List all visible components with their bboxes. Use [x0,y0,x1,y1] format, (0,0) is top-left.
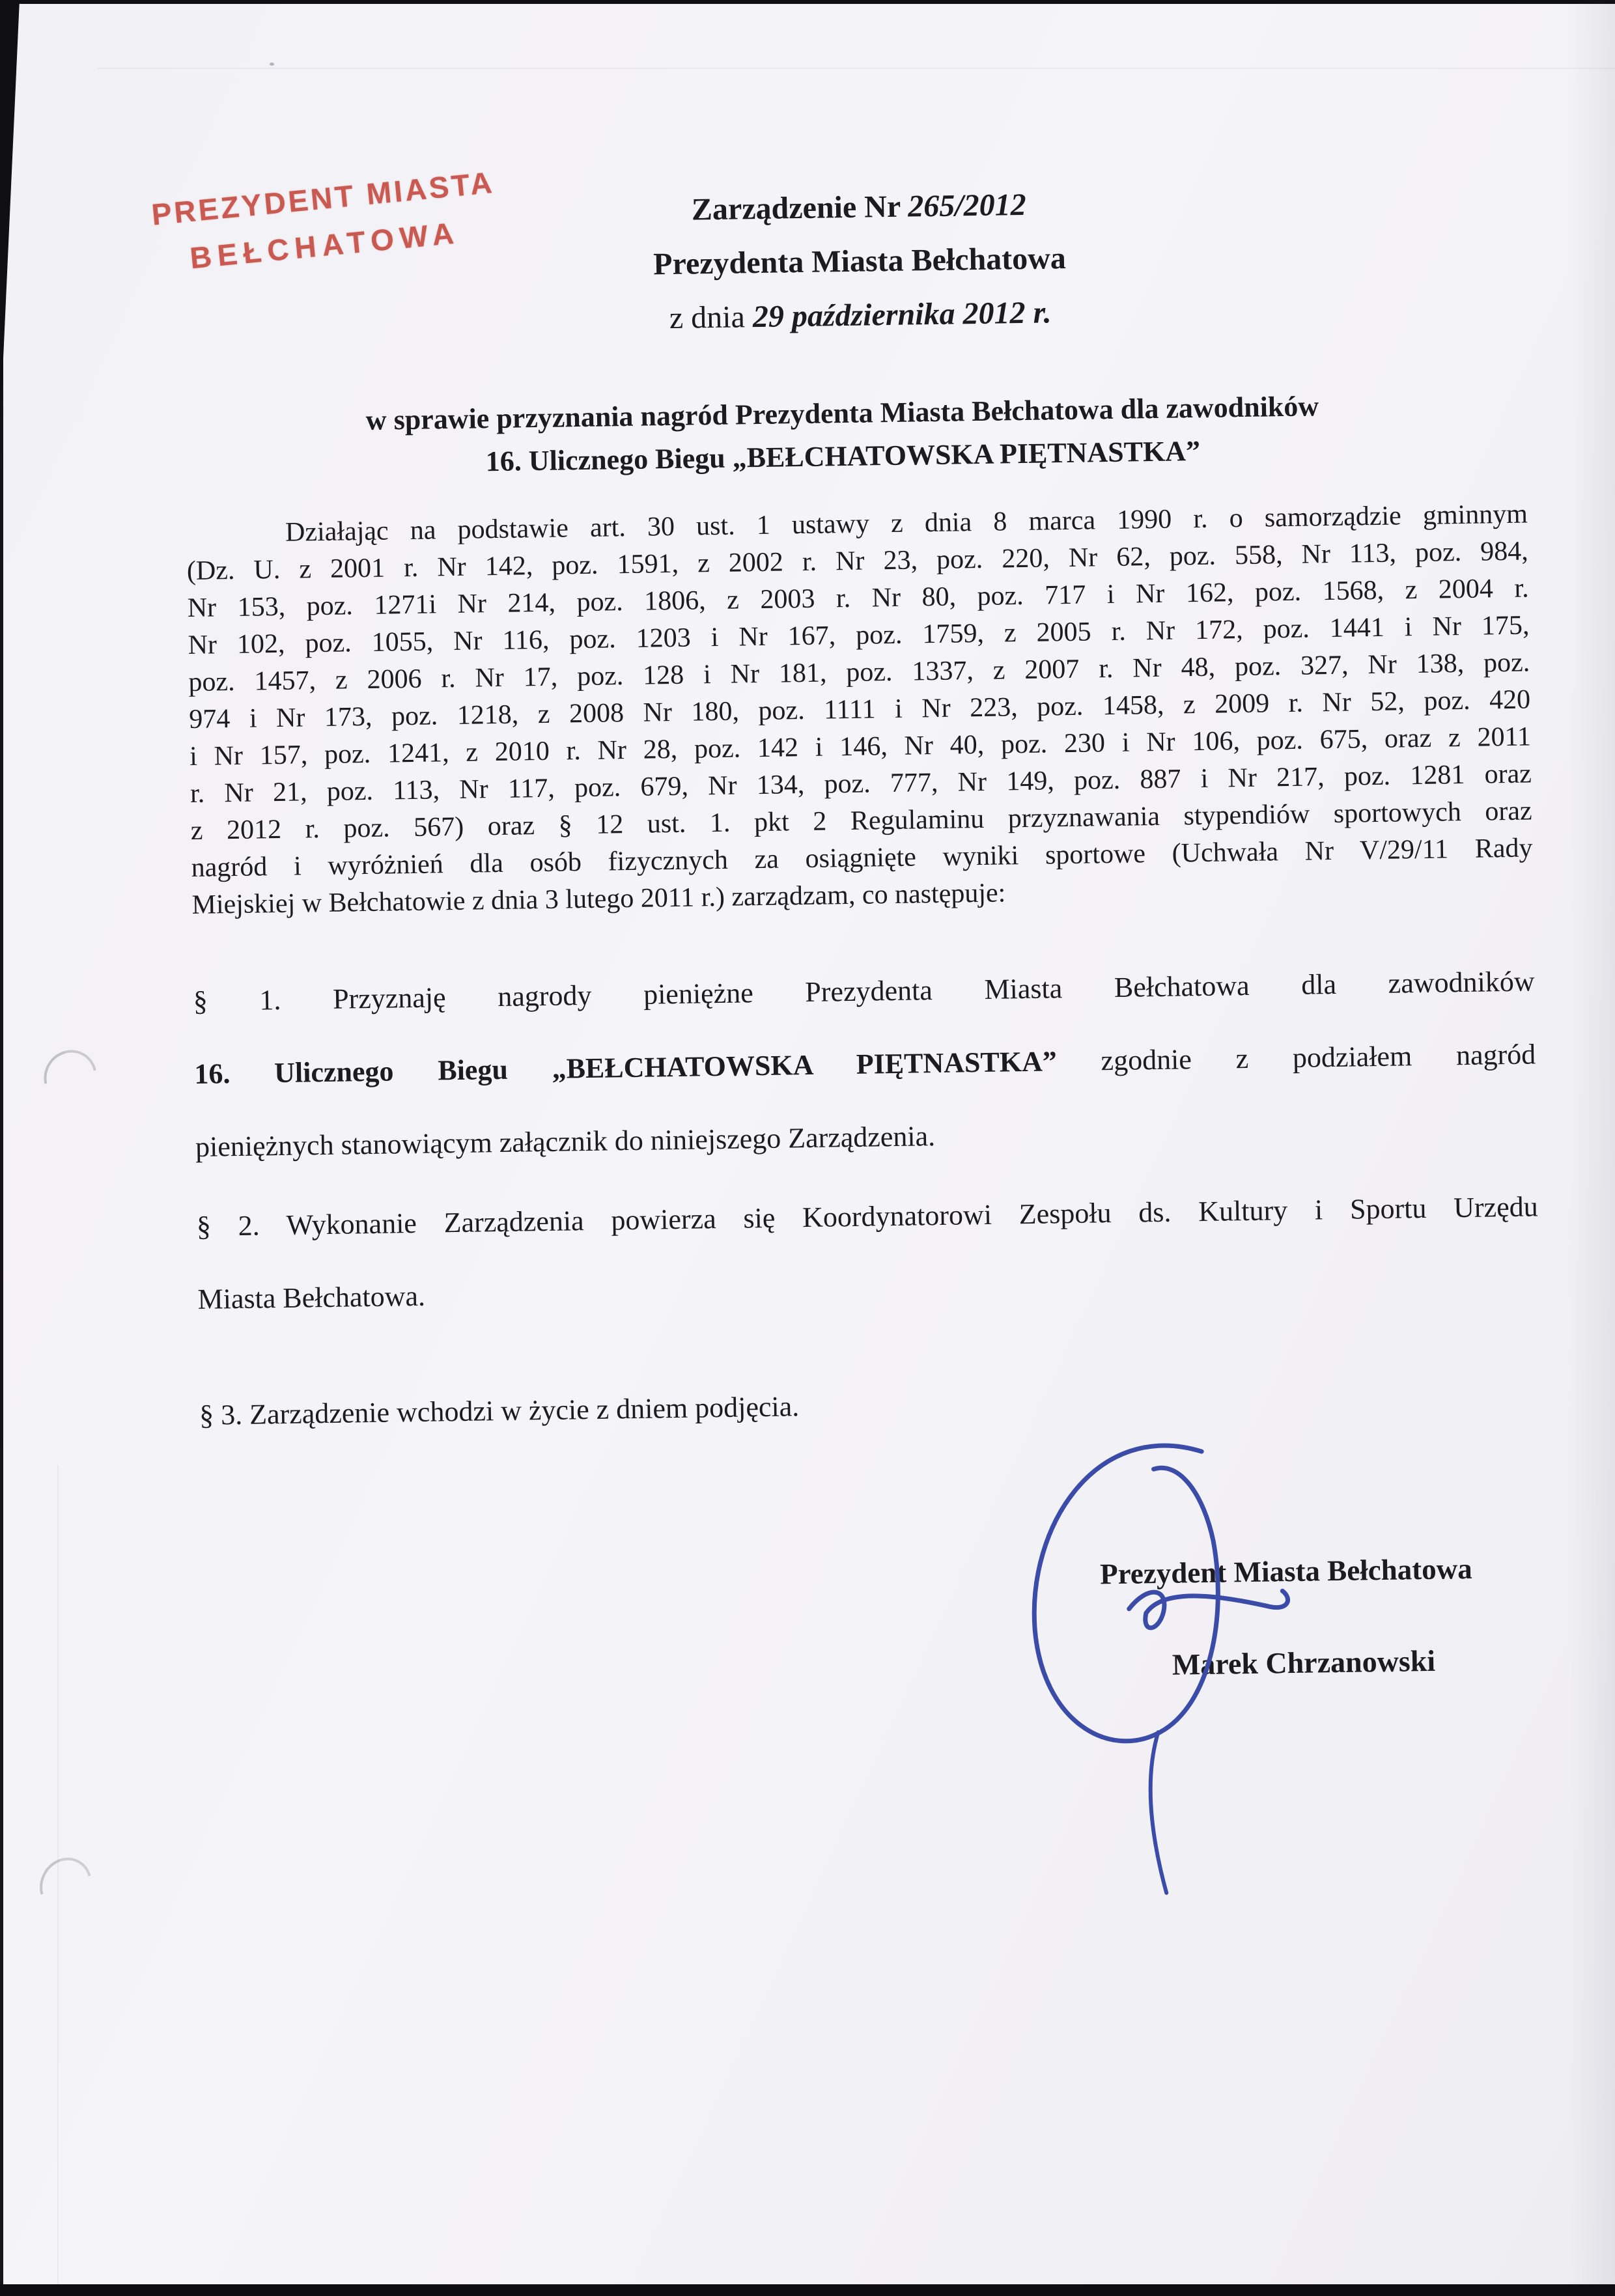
paragraph-2-line-1: § 2. Wykonanie Zarządzenia powierza się Koordynatorowi Zespołu ds. Kultury i Sportu Urzędu [196,1190,1539,1242]
preamble-line: poz. 1457, z 2006 r. Nr 17, poz. 128 i Nr 181, poz. 1337, z 2007 r. Nr 48, poz. 327, Nr 138, poz. [188,647,1530,698]
paragraph-3-line-1: § 3. Zarządzenie wchodzi w życie z dniem podjęcia. [199,1390,800,1431]
preamble-line: i Nr 157, poz. 1241, z 2010 r. Nr 28, poz. 142 i 146, Nr 40, poz. 230 i Nr 106, poz. 675, oraz z 2011 [189,721,1532,772]
paragraph-1-bold-run: 16. Ulicznego Biegu „BEŁCHATOWSKA PIĘTNASTKA” [194,1045,1058,1090]
handwritten-signature-ink [999,1411,1312,1917]
paragraph-2 [196,1170,1539,1336]
ordinance-date [626,294,1095,355]
paragraph-3 [199,1359,1541,1452]
preamble-line: Nr 102, poz. 1055, Nr 116, poz. 1203 i Nr 167, poz. 1759, z 2005 r. Nr 172, poz. 1441 i Nr 175, [188,610,1530,661]
paragraph-2-line-2: Miasta Bełchatowa. [197,1280,426,1315]
legal-preamble [186,496,1534,923]
paper-edge-horizontal [98,68,1615,69]
paragraph-1-regular-run: zgodnie z podziałem nagród [1101,1038,1536,1077]
scan-artifact-speck [270,63,274,66]
preamble-line: 974 i Nr 173, poz. 1218, z 2008 Nr 180, poz. 1111 i Nr 223, poz. 1458, z 2009 r. Nr 52, poz. 420 [188,684,1531,735]
preamble-line: Działając na podstawie art. 30 ust. 1 ustawy z dnia 8 marca 1990 r. o samorządzie gminnym [285,499,1528,548]
ordinance-issuer: Prezydenta Miasta Bełchatowa [653,240,1067,282]
subject-block [171,387,1514,493]
scan-edge-top [0,0,1615,4]
paragraph-1-line-1: § 1. Przyznaję nagrody pieniężne Prezydenta Miasta Bełchatowa dla zawodników [193,965,1535,1017]
preamble-line: Miejskiej w Bełchatowie z dnia 3 lutego 2011 r.) zarządzam, co następuje: [191,878,1006,920]
preamble-line: nagród i wyróżnień dla osób fizycznych za osiągnięte wyniki sportowe (Uchwała Nr V/29/11 Rady [191,833,1533,883]
preamble-line: r. Nr 21, poz. 113, Nr 117, poz. 679, Nr 134, poz. 777, Nr 149, poz. 887 i Nr 217, poz. 1281 oraz [190,759,1532,809]
paragraph-1 [193,945,1538,1184]
date-prefix: z dnia [669,300,746,336]
signature-name: Marek Chrzanowski [1172,1644,1436,1681]
stamp-line-1: PREZYDENT MIASTA [150,165,496,232]
subject-line-1: w sprawie przyznania nagród Prezydenta Miasta Bełchatowa dla zawodników [365,390,1319,436]
stamp-line-2: BEŁCHATOWA [188,216,461,275]
ordinance-title-prefix: Zarządzenie Nr [691,189,901,227]
subject-line-2: 16. Ulicznego Biegu „BEŁCHATOWSKA PIĘTNASTKA” [485,434,1201,478]
signature-title: Prezydent Miasta Bełchatowa [1099,1552,1473,1591]
preamble-line: (Dz. U. z 2001 r. Nr 142, poz. 1591, z 2002 r. Nr 23, poz. 220, Nr 62, poz. 558, Nr 113, poz. 984, [186,536,1529,587]
ordinance-title [624,186,1093,247]
scan-shade-right [1569,0,1615,2284]
ordinance-header [624,186,1095,355]
ordinance-number: 265/2012 [907,187,1026,224]
preamble-line: z 2012 r. poz. 567) oraz § 12 ust. 1. pkt 2 Regulaminu przyznawania stypendiów sportowych oraz [190,796,1532,846]
preamble-line: Nr 153, poz. 1271i Nr 214, poz. 1806, z 2003 r. Nr 80, poz. 717 i Nr 162, poz. 1568, z 2004 r. [187,573,1529,624]
date-value: 29 października 2012 r. [752,295,1052,335]
presidential-stamp [150,165,495,279]
paragraph-1-line-3: pieniężnych stanowiącym załącznik do niniejszego Zarządzenia. [195,1120,936,1163]
